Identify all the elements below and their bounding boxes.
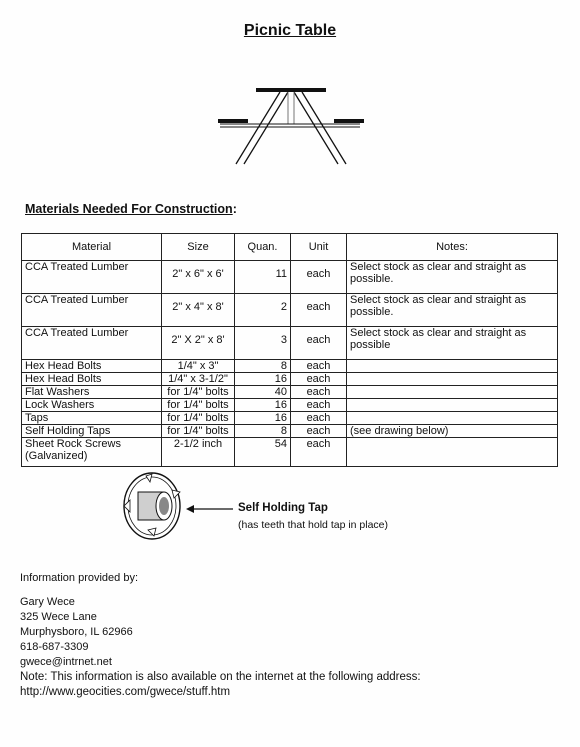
header-unit: Unit <box>291 234 347 261</box>
contact-street: 325 Wece Lane <box>20 611 97 623</box>
contact-name: Gary Wece <box>20 596 75 608</box>
contact-email[interactable]: gwece@intrnet.net <box>20 656 112 668</box>
header-material: Material <box>22 234 162 261</box>
cell-unit: each <box>291 425 347 438</box>
cell-unit: each <box>291 360 347 373</box>
table-header-row <box>22 234 558 261</box>
cell-unit: each <box>291 438 347 467</box>
materials-table <box>21 233 558 467</box>
section-heading-text: Materials Needed For Construction <box>25 202 233 216</box>
cell-quan: 54 <box>235 438 291 467</box>
picnic-table-drawing <box>210 82 370 172</box>
cell-quan: 40 <box>235 386 291 399</box>
cell-quan: 16 <box>235 399 291 412</box>
contact-phone: 618-687-3309 <box>20 641 89 653</box>
cell-notes <box>347 373 558 386</box>
cell-material: CCA Treated Lumber <box>22 261 162 294</box>
page-title: Picnic Table <box>243 22 337 39</box>
cell-quan: 2 <box>235 294 291 327</box>
cell-unit: each <box>291 386 347 399</box>
cell-notes: Select stock as clear and straight as possible. <box>347 294 558 327</box>
cell-notes <box>347 360 558 373</box>
cell-material: CCA Treated Lumber <box>22 327 162 360</box>
cell-material: CCA Treated Lumber <box>22 294 162 327</box>
cell-size: for 1/4" bolts <box>162 412 235 425</box>
cell-unit: each <box>291 412 347 425</box>
cell-material: Hex Head Bolts <box>22 360 162 373</box>
cell-unit: each <box>291 327 347 360</box>
note-url[interactable]: http://www.geocities.com/gwece/stuff.htm <box>20 686 231 698</box>
table-row <box>22 327 558 360</box>
cell-quan: 8 <box>235 425 291 438</box>
cell-size: 2" x 6" x 6' <box>162 261 235 294</box>
cell-material: Taps <box>22 412 162 425</box>
cell-quan: 16 <box>235 373 291 386</box>
cell-material: Hex Head Bolts <box>22 373 162 386</box>
cell-unit: each <box>291 399 347 412</box>
header-quan: Quan. <box>235 234 291 261</box>
cell-size: for 1/4" bolts <box>162 386 235 399</box>
tap-caption: (has teeth that hold tap in place) <box>238 519 389 531</box>
section-heading-colon: : <box>232 202 237 216</box>
cell-material: Sheet Rock Screws (Galvanized) <box>22 438 162 467</box>
cell-material: Self Holding Taps <box>22 425 162 438</box>
table-row <box>22 386 558 399</box>
table-row <box>22 438 558 467</box>
cell-size: 2-1/2 inch <box>162 438 235 467</box>
cell-material: Flat Washers <box>22 386 162 399</box>
cell-unit: each <box>291 294 347 327</box>
cell-material: Lock Washers <box>22 399 162 412</box>
section-heading <box>25 202 237 216</box>
cell-size: 1/4" x 3-1/2" <box>162 373 235 386</box>
arrow-left-icon <box>186 504 234 514</box>
header-size: Size <box>162 234 235 261</box>
cell-unit: each <box>291 261 347 294</box>
contact-block <box>20 595 133 670</box>
table-row <box>22 294 558 327</box>
table-row <box>22 412 558 425</box>
table-row <box>22 373 558 386</box>
table-row <box>22 425 558 438</box>
cell-quan: 3 <box>235 327 291 360</box>
cell-notes: Select stock as clear and straight as possible <box>347 327 558 360</box>
cell-size: 1/4" x 3" <box>162 360 235 373</box>
cell-quan: 8 <box>235 360 291 373</box>
cell-size: for 1/4" bolts <box>162 425 235 438</box>
cell-size: for 1/4" bolts <box>162 399 235 412</box>
cell-size: 2" X 2" x 8' <box>162 327 235 360</box>
table-row <box>22 261 558 294</box>
cell-notes: (see drawing below) <box>347 425 558 438</box>
header-notes: Notes: <box>347 234 558 261</box>
note-text: Note: This information is also available on the internet at the following address: <box>20 671 421 683</box>
cell-notes <box>347 438 558 467</box>
tap-label: Self Holding Tap <box>238 502 328 514</box>
cell-unit: each <box>291 373 347 386</box>
cell-notes: Select stock as clear and straight as possible. <box>347 261 558 294</box>
contact-city: Murphysboro, IL 62966 <box>20 626 133 638</box>
self-holding-tap-drawing <box>120 470 190 542</box>
cell-notes <box>347 399 558 412</box>
cell-quan: 16 <box>235 412 291 425</box>
cell-size: 2" x 4" x 8' <box>162 294 235 327</box>
cell-quan: 11 <box>235 261 291 294</box>
cell-notes <box>347 412 558 425</box>
info-provided-by: Information provided by: <box>20 572 139 584</box>
note-block <box>20 670 421 700</box>
table-row <box>22 360 558 373</box>
cell-notes <box>347 386 558 399</box>
table-row <box>22 399 558 412</box>
